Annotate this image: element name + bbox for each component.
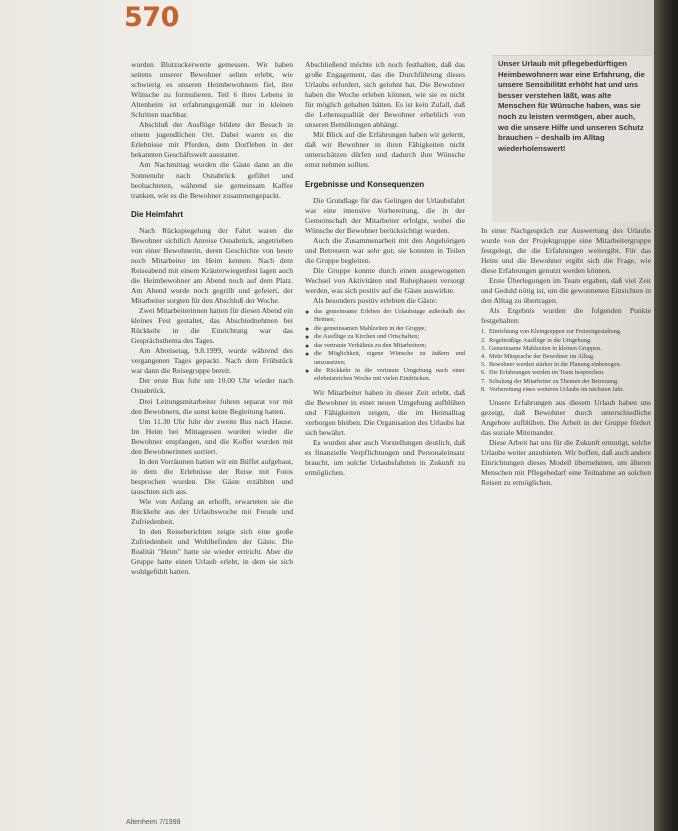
paragraph: Der erste Bus fuhr um 10.00 Uhr wieder nach Osnabrück.	[131, 376, 293, 396]
list-item: ● das vertraute Verhältnis zu den Mitarbeitern;	[305, 341, 427, 350]
paragraph: Nach Rückspiegelung der Fahrt waren die Bewohner sichtlich Anreise Osnabrück, angetrieben von einer Bewohnerin, deren Geschichte von heute noch Mitarbeiter im Heim kennen. Nach dem Reiseabend mit einem Kräuterwiegenfest lagen auch die Heimbewohner am Abend noch auf dem Platz. Am Abend wurde noch gegrillt und gefeiert, der Mitarbeiter sorgten für den Abschluß der Woche.	[131, 225, 293, 306]
paragraph: In einer Nachgespräch zur Auswertung des Urlaubs wurde von der Projektgruppe eine Mitarbeitergruppe festgelegt, die die Erfahrungen weitergibt. Für das Heim und die Bewohner ergibt sich die Frage, wie diese Erfahrungen genutzt werden können.	[481, 226, 651, 276]
bullet-icon: ●	[305, 350, 310, 359]
paragraph: Die Gruppe konnte durch einen ausgewogenen Wechsel von Aktivitäten und Ruhephasen versorgt werden, was sich positiv auf die Gäste auswirkte.	[305, 265, 465, 295]
list-item: 3. Gemeinsame Mahlzeiten in kleinen Gruppen.	[481, 344, 602, 352]
paragraph: Wir Mitarbeiter haben in dieser Zeit erlebt, daß die Bewohner in einer neuen Umgebung aufblühen und Fähigkeiten zeigen, die im Heimalltag verborgen bleiben. Die Organisation des Urlaubs hat sich bewährt.	[305, 387, 465, 437]
list-item: ● die Ausflüge zu Kirchen und Ortschaften;	[305, 333, 420, 342]
list-item: 2. Regelmäßige Ausflüge in die Umgebung.	[481, 336, 592, 344]
paragraph: Wie von Anfang an erhofft, erwarteten sie die Rückkehr aus der Urlaubswoche mit Freude und Zufriedenheit.	[131, 496, 293, 527]
bullet-icon: ●	[305, 324, 310, 333]
list-item: ● die Möglichkeit, eigene Wünsche zu äußern und umzusetzen;	[305, 350, 465, 366]
numbered-list	[481, 328, 651, 394]
section-heading-ergebnisse: Ergebnisse und Konsequenzen	[305, 179, 425, 189]
paragraph: In den Reiseberichten zeigte sich eine große Zufriedenheit und Wohlbefinden der Gäste. Die Realität "Heim" hatte sie wieder erreicht. Aber die Gruppe hatte einen Urlaub erlebt, in dem sie sich wohlgefühlt hatten.	[131, 527, 293, 577]
paragraph: wurden Blutzuckerwerte gemessen. Wir haben seitens unserer Bewohner selten erlebt, wie schwierig es unseren Heimbewohnern fiel, ihre Wünsche zu formulieren. Teil 6 ihres Lebens in Altenheim ist erfahrungsgemäß nur in kleinen Schritten machbar.	[131, 60, 293, 120]
binding-shadow	[654, 0, 678, 831]
paragraph: Am Nachmittag wurden die Gäste dann an die Sonnenuhr nach Osnabrück geführt und beobachteten, während sie gemeinsam Kaffee tranken, wie es die Bewohner zusammengepackt.	[131, 160, 293, 200]
bullet-list	[305, 308, 465, 384]
paragraph: Diese Arbeit hat uns für die Zukunft ermutigt, solche Urlaube weiter anzubieten. Wir hoffen, daß auch andere Einrichtungen dieses Modell übernehmen, um älteren Menschen mit Pflegebedarf eine Teilnahme an solchen Reisen zu ermöglichen.	[481, 438, 651, 488]
paragraph: Um 11.30 Uhr fuhr der zweite Bus nach Hause. Im Heim bei Mittagessen wurden wieder die Bewohner empfangen, und die Koffer wurden mit den Bewohnerinnen sortiert.	[131, 416, 293, 456]
paragraph: Am Abreisetag, 9.8.1999, wurde während des vergangenen Tages gepackt. Nach dem Frühstück war dann die Reisegruppe bereit.	[131, 346, 293, 376]
paragraph: Auch die Zusammenarbeit mit den Angehörigen und Betreuern war sehr gut; sie konnten in Teilen die Gruppe begleiten.	[305, 235, 465, 265]
list-item: 6. Die Erfahrungen werden im Team besprochen.	[481, 369, 605, 377]
list-item: 4. Mehr Mitsprache der Bewohner im Alltag.	[481, 353, 595, 361]
bullet-icon: ●	[305, 341, 310, 350]
paragraph: Als besonders positiv erlebten die Gäste:	[313, 296, 438, 306]
paragraph: Erste Überlegungen im Team ergaben, daß viel Zeit und Geduld nötig ist, um die gewonnenen Einsichten in den Alltag zu übertragen.	[481, 276, 651, 306]
bullet-icon: ●	[305, 333, 310, 342]
list-item: 5. Bewohner werden stärker in die Planung einbezogen.	[481, 361, 622, 369]
paragraph: Es wurden aber auch Vorstellungen deutlich, daß es finanzielle Verpflichtungen und Personaleinsatz braucht, um solche Urlaubsfahrten in Zukunft zu ermöglichen.	[305, 437, 465, 478]
list-item: ● das gemeinsame Erleben der Urlaubstage außerhalb des Heimes;	[305, 308, 465, 324]
list-item: ● die Rückkehr in die vertraute Umgebung nach einer erlebnisreichen Woche mit vielen Eindrücken.	[305, 366, 465, 383]
paragraph: Zwei Mitarbeiterinnen hatten für diesen Abend ein kleines Fest gestaltet, das Abschiednehmen bei Rückkehr in die Einrichtung war das Gesprächsthema des Tages.	[131, 306, 293, 346]
paragraph: Als Ergebnis wurden die folgenden Punkte festgehalten:	[481, 306, 651, 326]
col1-paragraphs-b	[131, 226, 293, 578]
page-number: 570	[124, 2, 179, 33]
list-item: 8. Vorbereitung eines weiteren Urlaubs im nächsten Jahr.	[481, 385, 624, 393]
paragraph: In den Vorräumen hatten wir ein Büffet aufgebaut, in dem die Erlebnisse der Reise mit Fotos besprochen wurden. Die Gäste erzählten und tauschten sich aus.	[131, 456, 293, 496]
page-footer: Altenheim 7/1999	[126, 819, 181, 826]
bullet-icon: ●	[305, 366, 310, 375]
paragraph: Mit Blick auf die Erfahrungen haben wir gelernt, daß wir Bewohner in ihren Fähigkeiten nicht unterschätzen dürfen und dadurch ihre Wünsche ernst nehmen sollten.	[305, 130, 465, 170]
pull-quote-box: Unser Urlaub mit pflegebedürftigen Heimbewohnern war eine Erfahrung, die unsere Sensibilität erhöht hat und uns besser verstehen läßt, was alte Menschen für Wünsche haben, was sie noch zu leisten vermögen, aber auch, wo die unsere Hilfe und unseren Schutz brauchen – deshalb im Alltag wiederholenswert!	[492, 55, 652, 222]
list-item: 1. Einrichtung von Kleingruppen zur Freizeitgestaltung.	[481, 328, 622, 336]
col1-paragraphs-a	[131, 60, 293, 201]
list-item: 7. Schulung der Mitarbeiter zu Themen der Betreuung.	[481, 377, 619, 385]
paragraph: Die Grundlage für das Gelingen der Urlaubsfahrt war eine intensive Vorbereitung, die in der Gemeinschaft der Mitarbeiter erfolgte, wobei die Wünsche der Bewohner berücksichtigt wurden.	[305, 195, 465, 235]
paragraph: Drei Leitungsmitarbeiter fuhren separat vor mit den Bewohnern, die sonst keine Begleitung hatten.	[131, 396, 293, 416]
paragraph: Abschluß der Ausflüge bildete der Besuch in einem jugendlichen Ort. Dabei waren es die Erlebnisse mit Pferden, dem Dorfleben in der bekannten Geschäftswelt ausstattet.	[131, 120, 293, 160]
column-right	[481, 226, 651, 489]
bullet-icon: ●	[305, 308, 310, 317]
paragraph: Abschließend möchte ich noch festhalten, daß das große Engagement, das die Durchführung dieses Urlaubs erfordert, sich gelohnt hat. Die Bewohner haben die Woche erleben können, wie sie es nicht für möglich gehalten hätten. Es ist kein Zufall, daß die Lebensqualität der Bewohner erheblich von unseren Bemühungen abhängt.	[305, 60, 465, 130]
list-item: ● die gemeinsamen Mahlzeiten in der Gruppe;	[305, 324, 427, 333]
column-middle	[305, 60, 465, 478]
section-heading-heimfahrt: Die Heimfahrt	[131, 209, 184, 219]
paragraph: Unsere Erfahrungen aus diesem Urlaub haben uns gezeigt, daß Bewohner durch unterschiedliche Angebote aufblühen. Die Arbeit in der Gruppe fördert das soziale Miteinander.	[481, 398, 651, 438]
column-left	[131, 60, 293, 577]
